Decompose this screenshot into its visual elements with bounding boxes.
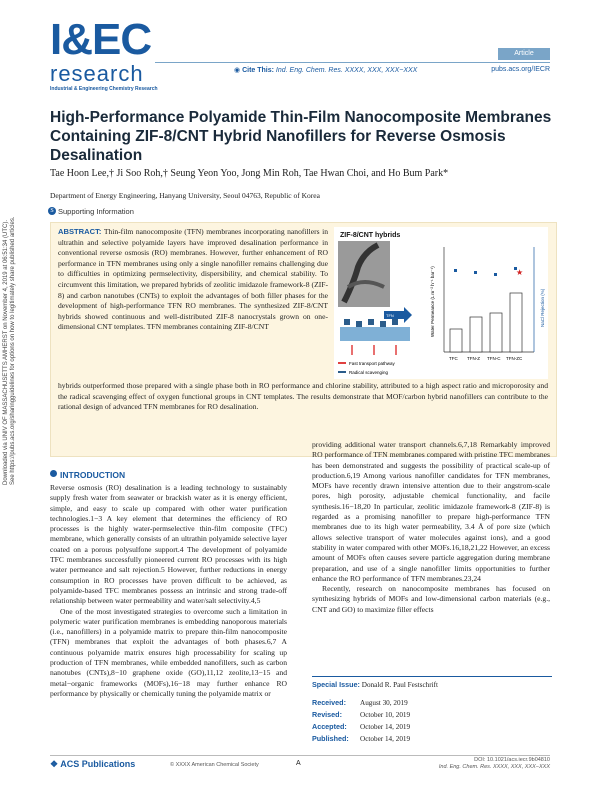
- rejection-points: [454, 267, 517, 276]
- body-column-right: [312, 440, 550, 615]
- abstract-text-wide: hybrids outperformed those prepared with a single phase both in RO performance and chlorine stability, attributed to a high aspect ratio and microporosity and the radical scavenging effect of oxygen functional groups in CNT templates. The results demonstrate that MOF/carbon hybrid nanofillers can contribute to the rational design of advanced TFN membranes for RO desalination.: [58, 381, 548, 412]
- journal-logo-sub: research: [50, 61, 144, 86]
- x-tick-labels: [449, 356, 523, 361]
- journal-logo-tag: Industrial & Engineering Chemistry Research: [50, 86, 158, 92]
- toc-graphic: [334, 227, 548, 379]
- footer-citation: Ind. Eng. Chem. Res. XXXX, XXX, XXX−XXX: [438, 764, 550, 770]
- toc-graphic-svg: [334, 227, 548, 379]
- affiliation: Department of Energy Engineering, Hanyang University, Seoul 04763, Republic of Korea: [50, 191, 320, 200]
- bar-tfn-zc: [510, 293, 522, 352]
- y-right-label: NaCl Rejection (%): [540, 288, 545, 327]
- star-marker: ★: [516, 268, 524, 277]
- page-number: A: [296, 760, 301, 767]
- section-bullet-icon: [50, 470, 57, 477]
- x-tick-2: TFN-C: [487, 356, 501, 361]
- date-revised: Revised: October 10, 2019: [312, 710, 411, 719]
- section-heading-introduction: INTRODUCTION: [60, 470, 126, 480]
- intro-paragraph-4: Recently, research on nanocomposite membranes has focused on synthesizing hybrids of MOFs and low-dimensional carbon materials (e.g., CNT and GO) to maximize filler effects: [312, 584, 550, 614]
- cite-icon: ◉: [234, 67, 241, 74]
- date-published: Published: October 14, 2019: [312, 734, 411, 743]
- publisher-logo: ❖ ACS Publications: [50, 759, 136, 769]
- abstract-body-1: Thin-film nanocomposite (TFN) membranes incorporating nanofillers in ultrathin and selective polyamide layers have improved desalination performance in conventional reverse osmosis (RO) membranes. However, further enhancement of RO performance in TFN membranes using only a single nanofiller remains challenging due to difficulties in optimizing permselectivity, dispersibility, and chemical stability. To circumvent this limitation, we prepared hybrids of zeolitic imidazole framework-8 (ZIF-8) and carbon nanotubes (CNTs) to exploit the advantages of both filler phases for the development of high-performance TFN RO membranes. The synthesized ZIF-8/CNT hybrids showed continuous and well-distributed ZIF-8 nanocrystals grown on one-dimensional CNT templates. TFN membranes containing ZIF-8/CNT: [58, 227, 328, 332]
- special-issue-value: Donald R. Paul Festschrift: [361, 681, 439, 689]
- intro-paragraph-2: One of the most investigated strategies to overcome such a limitation in polymeric water purification membranes is embedding nanoporous materials (i.e., nanofillers) in a polyamide matrix to prepare thin-film nanocomposite (TFN) membranes that exploit the advantages of both phases.6,7 A continuous polyamide matrix ensures high processability for scaling up production of TFN membranes, while embedded nanofillers, such as carbon nanotubes (CNTs),8−10 graphene oxide (GO),11,12 zeolite,13−15 and metal−organic frameworks (MOFs),16−18 may further enhance RO performance by physically or chemically tuning the polyamide matrix or: [50, 606, 287, 698]
- acs-icon: ❖: [50, 759, 59, 769]
- filler-particles: [344, 319, 398, 327]
- publication-dates: [312, 697, 410, 745]
- supporting-info-link[interactable]: Supporting Information: [58, 207, 134, 216]
- intro-paragraph-3: providing additional water transport channels.6,7,18 Remarkably improved RO performance of TFN membranes compared with pristine TFC membranes has been demonstrated and suggests the possibility of practical scale-up of production.6,19 Among various nanofiller candidates for TFN membranes, MOFs have recently drawn intensive attention due to their angstrom-scale pores, high porosity, adjustable chemical functionality, and facile synthesis.16−18,20 In particular, zeolitic imidazole framework-8 (ZIF-8) is regarded as a promising nanofiller to prepare high-performance TFN membranes due to its high water permeability, 3.4 Å of pore size (which allows selective transport of water molecules against ions), and a good stability in water compared with other MOFs.16,18,21,22 However, an excess amount of MOFs often causes severe particle aggregation during membrane preparation, and use of a single nanofiller limits opportunities to further enhance the RO performance of TFN membranes.23,24: [312, 440, 550, 583]
- article-title: High-Performance Polyamide Thin-Film Nanocomposite Membranes Containing ZIF-8/CNT Hybrid Nanofillers for Reverse Osmosis Desalination: [50, 109, 552, 164]
- transport-arrows: [352, 345, 396, 355]
- y-left-label: Water Permeance (L m⁻² h⁻¹ bar⁻¹): [430, 266, 435, 337]
- supporting-info-icon[interactable]: S: [48, 207, 56, 215]
- cite-label: Cite This:: [242, 67, 274, 74]
- body-column-left: [50, 483, 287, 699]
- date-received: Received: August 30, 2019: [312, 698, 408, 707]
- footer-rule: [50, 755, 550, 756]
- legend-item-1: Fast transport pathway: [349, 361, 395, 366]
- journal-logo: I&EC: [50, 15, 152, 64]
- x-tick-1: TFN-Z: [467, 356, 480, 361]
- download-note-line-1: Downloaded via UNIV OF MASSACHUSETTS AMHERST on November 4, 2019 at 06:51:34 (UTC).: [3, 220, 9, 485]
- bar-tfn-c: [490, 313, 502, 352]
- legend-item-2: Radical scavenging: [349, 370, 389, 375]
- toc-title: ZIF-8/CNT hybrids: [340, 232, 401, 239]
- author-list: Tae Hoon Lee,† Ji Soo Roh,† Seung Yeon Yoo, Jong Min Roh, Tae Hwan Choi, and Ho Bum Park*: [50, 168, 449, 179]
- download-note-line-2: See https://pubs.acs.org/sharingguidelines for options on how to legitimately share published articles.: [10, 216, 16, 485]
- special-issue-label: Special Issue:: [312, 680, 360, 689]
- article-type-badge: Article: [498, 48, 550, 60]
- bar-tfn-z: [470, 317, 482, 352]
- x-tick-3: TFN-ZC: [506, 356, 523, 361]
- svg-text:TFN: TFN: [386, 313, 394, 318]
- abstract-text-narrow: [58, 227, 328, 333]
- intro-paragraph-1: Reverse osmosis (RO) desalination is a leading technology to sustainably supply fresh water from seawater or brackish water as it is energy efficient, simple, and easy to scale up compared with other water purification technologies.1−3 A key element that determines the efficiency of RO processes is the highly water-permselective thin-film composite (TFC) membrane, which generally consists of an ultrathin polyamide selective layer coated on a porous polysulfone support.4 The development of polyamide TFC membranes successfully pioneered current RO processes with its high water permeance and salt rejection.5 However, further reductions in energy consumption in RO processes have proven difficult to be achieved, as polyamide-based TFC membranes possess an intrinsic and strong trade-off relationship between water permeability and water/salt selectivity.4,5: [50, 483, 287, 606]
- cite-line[interactable]: [234, 66, 417, 74]
- journal-url-link[interactable]: pubs.acs.org/IECR: [491, 66, 550, 73]
- download-note: [3, 216, 16, 485]
- doi-block[interactable]: [439, 757, 550, 771]
- x-tick-0: TFC: [449, 356, 458, 361]
- special-issue: [312, 676, 552, 689]
- header-rule: [155, 62, 550, 63]
- chart-bars: [450, 293, 522, 352]
- cite-ref: Ind. Eng. Chem. Res. XXXX, XXX, XXX−XXX: [275, 67, 418, 74]
- membrane-layer: [340, 327, 410, 341]
- abstract-label: ABSTRACT:: [58, 227, 102, 236]
- copyright: © XXXX American Chemical Society: [170, 762, 259, 768]
- bar-tfc: [450, 329, 462, 352]
- doi-link[interactable]: DOI: 10.1021/acs.iecr.9b04810: [474, 757, 550, 763]
- date-accepted: Accepted: October 14, 2019: [312, 722, 411, 731]
